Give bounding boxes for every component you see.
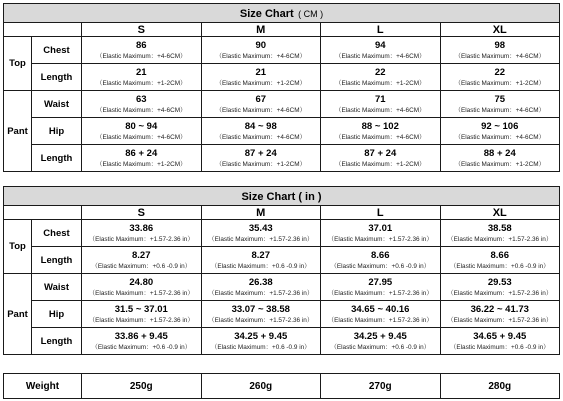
weight-value-l: 270g bbox=[321, 374, 441, 399]
measurement-cell bbox=[82, 301, 202, 328]
size-header-row bbox=[4, 23, 560, 37]
measurement-cell bbox=[440, 247, 560, 274]
elastic-note: （Elastic Maximum：+1.57-2.36 in） bbox=[327, 235, 433, 243]
elastic-note: （Elastic Maximum：+0.6 -0.9 in） bbox=[210, 343, 311, 351]
measurement-row bbox=[4, 274, 560, 301]
elastic-note: （Elastic Maximum：+1-2CM） bbox=[454, 79, 545, 87]
elastic-note: （Elastic Maximum：+1.57-2.36 in） bbox=[88, 316, 194, 324]
measurement-value: 34.65 + 9.45 bbox=[473, 330, 527, 342]
elastic-note: （Elastic Maximum：+1.57-2.36 in） bbox=[208, 316, 314, 324]
weight-label: Weight bbox=[4, 374, 82, 399]
weight-row bbox=[4, 374, 560, 399]
measurement-value: 92 ~ 106 bbox=[481, 120, 519, 132]
measurement-row bbox=[4, 37, 560, 64]
elastic-note: （Elastic Maximum：+4-6CM） bbox=[454, 133, 545, 141]
measurement-cell bbox=[82, 145, 202, 172]
elastic-note: （Elastic Maximum：+1.57-2.36 in） bbox=[208, 289, 314, 297]
measurement-value: 88 ~ 102 bbox=[361, 120, 399, 132]
elastic-note: （Elastic Maximum：+1-2CM） bbox=[454, 160, 545, 168]
measurement-value: 34.25 + 9.45 bbox=[353, 330, 407, 342]
row-label-length: Length bbox=[32, 145, 82, 172]
size-chart-in-title-text: Size Chart ( in ) bbox=[241, 191, 322, 203]
measurement-value: 75 bbox=[494, 93, 506, 105]
measurement-value: 71 bbox=[374, 93, 386, 105]
row-label-waist: Waist bbox=[32, 274, 82, 301]
elastic-note: （Elastic Maximum：+1.57-2.36 in） bbox=[447, 316, 553, 324]
measurement-cell bbox=[82, 64, 202, 91]
measurement-value: 26.38 bbox=[248, 276, 273, 288]
measurement-cell bbox=[440, 274, 560, 301]
row-label-hip: Hip bbox=[32, 301, 82, 328]
measurement-cell bbox=[82, 118, 202, 145]
size-chart-cm-title-text: Size Chart bbox=[239, 8, 294, 20]
measurement-value: 29.53 bbox=[487, 276, 512, 288]
elastic-note: （Elastic Maximum：+1-2CM） bbox=[96, 160, 187, 168]
measurement-row bbox=[4, 328, 560, 355]
row-label-length: Length bbox=[32, 247, 82, 274]
measurement-cell bbox=[440, 220, 560, 247]
size-chart-cm-title-row bbox=[4, 4, 560, 23]
measurement-value: 84 ~ 98 bbox=[244, 120, 277, 132]
measurement-value: 87 + 24 bbox=[364, 147, 397, 159]
measurement-row bbox=[4, 118, 560, 145]
measurement-value: 94 bbox=[374, 39, 386, 51]
measurement-value: 31.5 ~ 37.01 bbox=[114, 303, 168, 315]
elastic-note: （Elastic Maximum：+0.6 -0.9 in） bbox=[330, 262, 431, 270]
measurement-cell bbox=[440, 37, 560, 64]
measurement-cell bbox=[321, 328, 441, 355]
measurement-cell bbox=[440, 328, 560, 355]
elastic-note: （Elastic Maximum：+1-2CM） bbox=[96, 79, 187, 87]
measurement-cell bbox=[82, 328, 202, 355]
size-header-blank bbox=[4, 206, 82, 220]
measurement-value: 34.65 ~ 40.16 bbox=[351, 303, 410, 315]
measurement-cell bbox=[201, 118, 321, 145]
group-label-pant: Pant bbox=[4, 274, 32, 355]
measurement-cell bbox=[82, 274, 202, 301]
elastic-note: （Elastic Maximum：+1.57-2.36 in） bbox=[447, 235, 553, 243]
measurement-value: 67 bbox=[255, 93, 267, 105]
size-header-xl: XL bbox=[440, 23, 560, 37]
group-label-pant: Pant bbox=[4, 91, 32, 172]
elastic-note: （Elastic Maximum：+4-6CM） bbox=[454, 52, 545, 60]
row-label-chest: Chest bbox=[32, 220, 82, 247]
measurement-cell bbox=[82, 247, 202, 274]
elastic-note: （Elastic Maximum：+1.57-2.36 in） bbox=[327, 289, 433, 297]
measurement-value: 8.66 bbox=[371, 249, 390, 261]
measurement-cell bbox=[201, 328, 321, 355]
measurement-cell bbox=[440, 145, 560, 172]
elastic-note: （Elastic Maximum：+0.6 -0.9 in） bbox=[330, 343, 431, 351]
measurement-value: 27.95 bbox=[368, 276, 393, 288]
measurement-value: 33.86 + 9.45 bbox=[114, 330, 168, 342]
measurement-value: 98 bbox=[494, 39, 506, 51]
elastic-note: （Elastic Maximum：+1-2CM） bbox=[215, 160, 306, 168]
measurement-row bbox=[4, 91, 560, 118]
measurement-value: 37.01 bbox=[368, 222, 393, 234]
size-chart-cm-table bbox=[3, 3, 560, 172]
measurement-value: 86 bbox=[135, 39, 147, 51]
measurement-cell bbox=[440, 91, 560, 118]
weight-table bbox=[3, 373, 560, 399]
elastic-note: （Elastic Maximum：+1.57-2.36 in） bbox=[447, 289, 553, 297]
measurement-cell bbox=[201, 145, 321, 172]
weight-value-s: 250g bbox=[82, 374, 202, 399]
elastic-note: （Elastic Maximum：+4-6CM） bbox=[215, 106, 306, 114]
measurement-cell bbox=[82, 37, 202, 64]
elastic-note: （Elastic Maximum：+0.6 -0.9 in） bbox=[210, 262, 311, 270]
elastic-note: （Elastic Maximum：+1.57-2.36 in） bbox=[88, 235, 194, 243]
elastic-note: （Elastic Maximum：+1-2CM） bbox=[335, 79, 426, 87]
size-header-xl: XL bbox=[440, 206, 560, 220]
elastic-note: （Elastic Maximum：+4-6CM） bbox=[454, 106, 545, 114]
size-header-m: M bbox=[201, 206, 321, 220]
size-header-s: S bbox=[82, 23, 202, 37]
measurement-cell bbox=[321, 37, 441, 64]
measurement-value: 36.22 ~ 41.73 bbox=[470, 303, 529, 315]
group-label-top: Top bbox=[4, 220, 32, 274]
size-header-blank bbox=[4, 23, 82, 37]
elastic-note: （Elastic Maximum：+4-6CM） bbox=[335, 106, 426, 114]
measurement-value: 21 bbox=[135, 66, 147, 78]
measurement-row bbox=[4, 145, 560, 172]
group-label-top: Top bbox=[4, 37, 32, 91]
size-header-l: L bbox=[321, 206, 441, 220]
size-header-m: M bbox=[201, 23, 321, 37]
measurement-value: 21 bbox=[255, 66, 267, 78]
measurement-cell bbox=[82, 220, 202, 247]
measurement-value: 22 bbox=[494, 66, 506, 78]
row-label-waist: Waist bbox=[32, 91, 82, 118]
weight-value-m: 260g bbox=[201, 374, 321, 399]
measurement-row bbox=[4, 64, 560, 91]
measurement-value: 22 bbox=[374, 66, 386, 78]
elastic-note: （Elastic Maximum：+0.6 -0.9 in） bbox=[449, 262, 550, 270]
size-chart-cm-unit: ( CM ) bbox=[298, 9, 324, 19]
elastic-note: （Elastic Maximum：+0.6 -0.9 in） bbox=[449, 343, 550, 351]
elastic-note: （Elastic Maximum：+4-6CM） bbox=[96, 106, 187, 114]
weight-value-xl: 280g bbox=[440, 374, 560, 399]
row-label-length: Length bbox=[32, 328, 82, 355]
size-chart-in-table bbox=[3, 186, 560, 355]
measurement-cell bbox=[201, 37, 321, 64]
measurement-value: 87 + 24 bbox=[244, 147, 277, 159]
elastic-note: （Elastic Maximum：+1.57-2.36 in） bbox=[208, 235, 314, 243]
measurement-row bbox=[4, 247, 560, 274]
measurement-cell bbox=[201, 301, 321, 328]
measurement-cell bbox=[321, 145, 441, 172]
measurement-value: 8.27 bbox=[132, 249, 151, 261]
measurement-value: 63 bbox=[135, 93, 147, 105]
measurement-value: 90 bbox=[255, 39, 267, 51]
measurement-cell bbox=[321, 301, 441, 328]
elastic-note: （Elastic Maximum：+4-6CM） bbox=[215, 52, 306, 60]
measurement-value: 86 + 24 bbox=[125, 147, 158, 159]
measurement-cell bbox=[201, 64, 321, 91]
measurement-cell bbox=[201, 91, 321, 118]
measurement-value: 8.66 bbox=[490, 249, 509, 261]
measurement-cell bbox=[321, 91, 441, 118]
measurement-value: 34.25 + 9.45 bbox=[234, 330, 288, 342]
size-header-s: S bbox=[82, 206, 202, 220]
measurement-cell bbox=[201, 220, 321, 247]
measurement-value: 24.80 bbox=[129, 276, 154, 288]
measurement-value: 33.07 ~ 38.58 bbox=[231, 303, 290, 315]
size-header-l: L bbox=[321, 23, 441, 37]
size-chart-in-title bbox=[4, 187, 560, 206]
measurement-cell bbox=[321, 64, 441, 91]
elastic-note: （Elastic Maximum：+0.6 -0.9 in） bbox=[91, 262, 192, 270]
elastic-note: （Elastic Maximum：+0.6 -0.9 in） bbox=[91, 343, 192, 351]
elastic-note: （Elastic Maximum：+1.57-2.36 in） bbox=[88, 289, 194, 297]
size-header-row bbox=[4, 206, 560, 220]
measurement-cell bbox=[321, 247, 441, 274]
elastic-note: （Elastic Maximum：+1.57-2.36 in） bbox=[327, 316, 433, 324]
measurement-value: 8.27 bbox=[251, 249, 270, 261]
size-chart-cm-title bbox=[4, 4, 560, 23]
measurement-cell bbox=[82, 91, 202, 118]
row-label-hip: Hip bbox=[32, 118, 82, 145]
elastic-note: （Elastic Maximum：+4-6CM） bbox=[335, 52, 426, 60]
measurement-cell bbox=[321, 274, 441, 301]
measurement-cell bbox=[440, 118, 560, 145]
measurement-value: 88 + 24 bbox=[483, 147, 516, 159]
row-label-length: Length bbox=[32, 64, 82, 91]
measurement-cell bbox=[321, 220, 441, 247]
measurement-cell bbox=[321, 118, 441, 145]
elastic-note: （Elastic Maximum：+4-6CM） bbox=[215, 133, 306, 141]
elastic-note: （Elastic Maximum：+1-2CM） bbox=[215, 79, 306, 87]
elastic-note: （Elastic Maximum：+1-2CM） bbox=[335, 160, 426, 168]
measurement-row bbox=[4, 220, 560, 247]
measurement-cell bbox=[201, 247, 321, 274]
measurement-row bbox=[4, 301, 560, 328]
row-label-chest: Chest bbox=[32, 37, 82, 64]
size-chart-in-title-row bbox=[4, 187, 560, 206]
measurement-value: 38.58 bbox=[487, 222, 512, 234]
elastic-note: （Elastic Maximum：+4-6CM） bbox=[96, 133, 187, 141]
measurement-cell bbox=[201, 274, 321, 301]
elastic-note: （Elastic Maximum：+4-6CM） bbox=[96, 52, 187, 60]
elastic-note: （Elastic Maximum：+4-6CM） bbox=[335, 133, 426, 141]
measurement-value: 33.86 bbox=[129, 222, 154, 234]
measurement-value: 80 ~ 94 bbox=[125, 120, 158, 132]
measurement-value: 35.43 bbox=[248, 222, 273, 234]
measurement-cell bbox=[440, 64, 560, 91]
measurement-cell bbox=[440, 301, 560, 328]
